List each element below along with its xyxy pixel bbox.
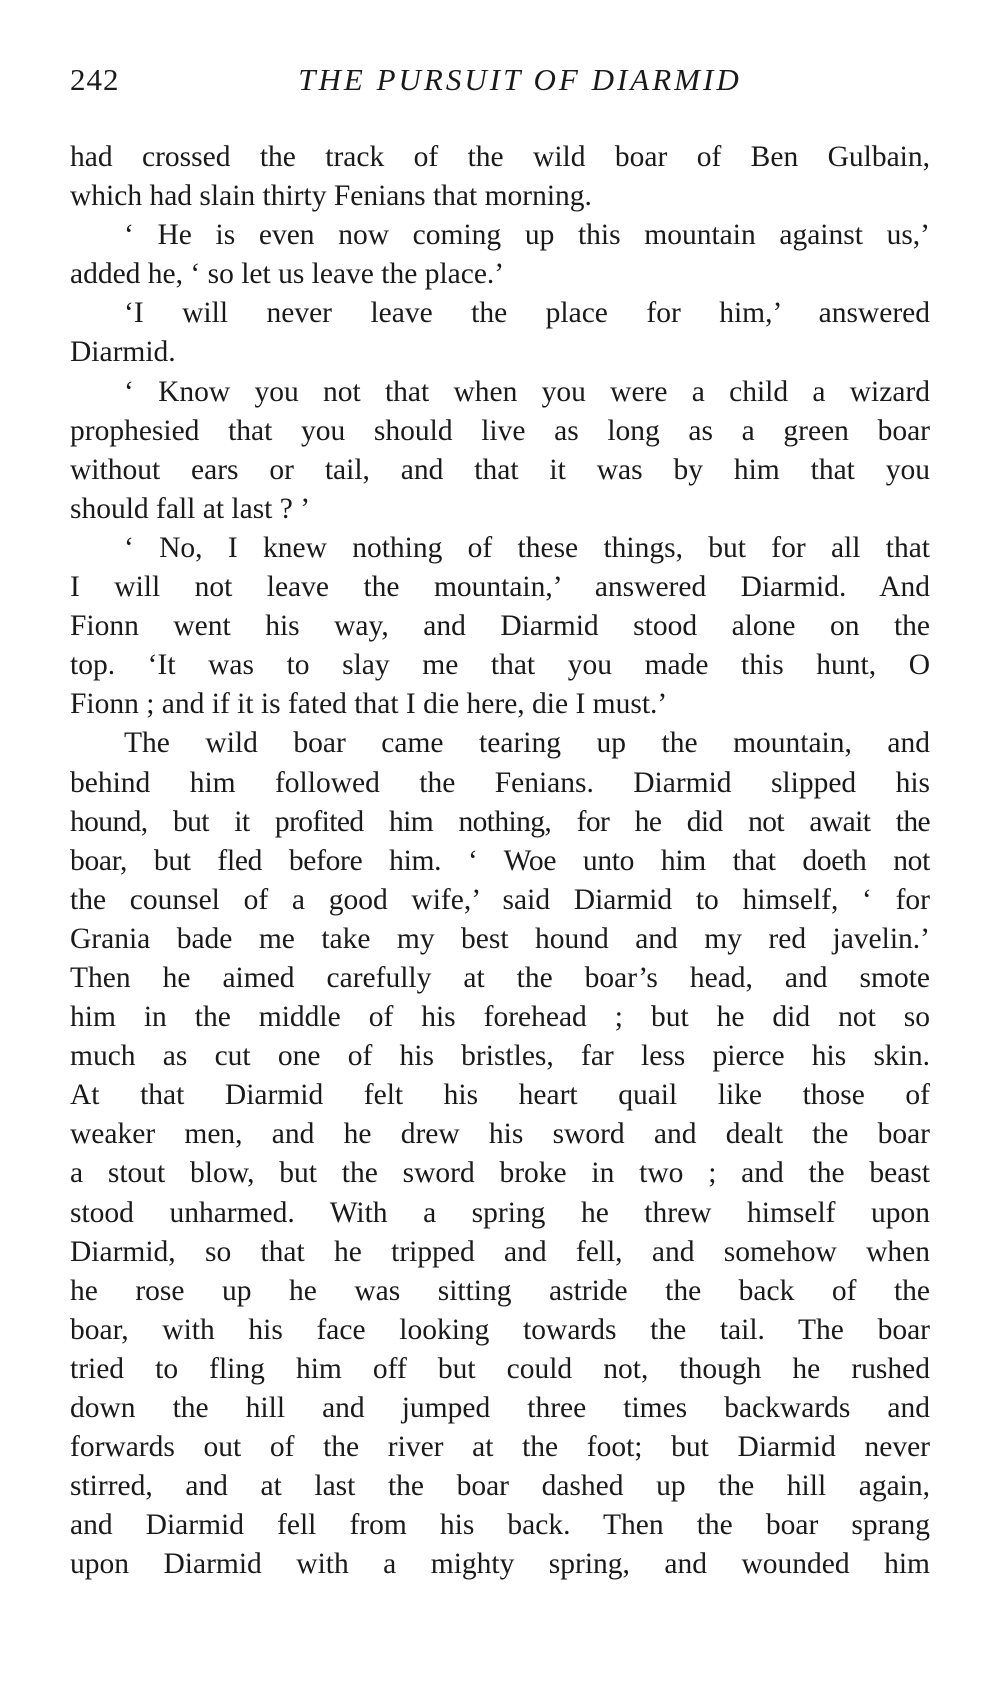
text-line: Grania bade me take my best hound and my red javelin.’: [70, 922, 930, 955]
text-line: and Diarmid fell from his back. Then the boar sprang: [70, 1509, 930, 1542]
text-line: which had slain thirty Fenians that morning.: [70, 180, 592, 213]
text-line: prophesied that you should live as long as a green boar: [70, 414, 930, 447]
text-line: should fall at last ? ’: [70, 492, 311, 525]
text-line: forwards out of the river at the foot; but Diarmid never: [70, 1431, 930, 1464]
text-line: he rose up he was sitting astride the back of the: [70, 1274, 930, 1307]
text-line: I will not leave the mountain,’ answered Diarmid. And: [70, 571, 930, 604]
text-line: Fionn ; and if it is fated that I die here, die I must.’: [70, 688, 668, 721]
text-line: him in the middle of his forehead ; but he did not so: [70, 1001, 930, 1034]
text-line: behind him followed the Fenians. Diarmid slipped his: [70, 766, 930, 799]
text-line: The wild boar came tearing up the mountain, and: [124, 727, 930, 760]
text-line: upon Diarmid with a mighty spring, and wounded him: [70, 1548, 930, 1581]
text-line: Diarmid.: [70, 336, 176, 369]
page-number: 242: [70, 62, 120, 97]
running-head: [70, 60, 930, 100]
text-line: added he, ‘ so let us leave the place.’: [70, 258, 505, 291]
text-line: had crossed the track of the wild boar of Ben Gulbain,: [70, 141, 930, 173]
running-title: THE PURSUIT OF DIARMID: [298, 62, 742, 97]
text-line: hound, but it profited him nothing, for he did not await the: [70, 805, 930, 838]
text-line: At that Diarmid felt his heart quail like those of: [70, 1079, 930, 1112]
text-line: stirred, and at last the boar dashed up the hill again,: [70, 1470, 930, 1503]
text-line: Diarmid, so that he tripped and fell, and somehow when: [70, 1235, 930, 1268]
text-line: the counsel of a good wife,’ said Diarmid to himself, ‘ for: [70, 883, 930, 916]
text-line: top. ‘It was to slay me that you made this hunt, O: [70, 649, 930, 682]
text-line: a stout blow, but the sword broke in two ; and the beast: [70, 1157, 930, 1190]
text-line: boar, but fled before him. ‘ Woe unto him that doeth not: [70, 844, 930, 877]
body-text: [70, 138, 930, 1584]
text-line: weaker men, and he drew his sword and dealt the boar: [70, 1118, 930, 1151]
text-line: down the hill and jumped three times backwards and: [70, 1392, 930, 1424]
text-line: without ears or tail, and that it was by him that you: [70, 453, 930, 486]
text-line: tried to fling him off but could not, though he rushed: [70, 1352, 930, 1385]
text-line: ‘ No, I knew nothing of these things, but for all that: [124, 531, 930, 564]
text-line: ‘ Know you not that when you were a child a wizard: [124, 375, 930, 408]
text-line: much as cut one of his bristles, far less pierce his skin.: [70, 1040, 930, 1073]
text-line: Fionn went his way, and Diarmid stood alone on the: [70, 610, 930, 643]
text-line: ‘I will never leave the place for him,’ answered: [124, 297, 930, 330]
text-line: stood unharmed. With a spring he threw himself upon: [70, 1196, 930, 1229]
text-line: ‘ He is even now coming up this mountain against us,’: [124, 219, 930, 252]
text-line: Then he aimed carefully at the boar’s head, and smote: [70, 961, 930, 994]
text-line: boar, with his face looking towards the tail. The boar: [70, 1313, 930, 1346]
